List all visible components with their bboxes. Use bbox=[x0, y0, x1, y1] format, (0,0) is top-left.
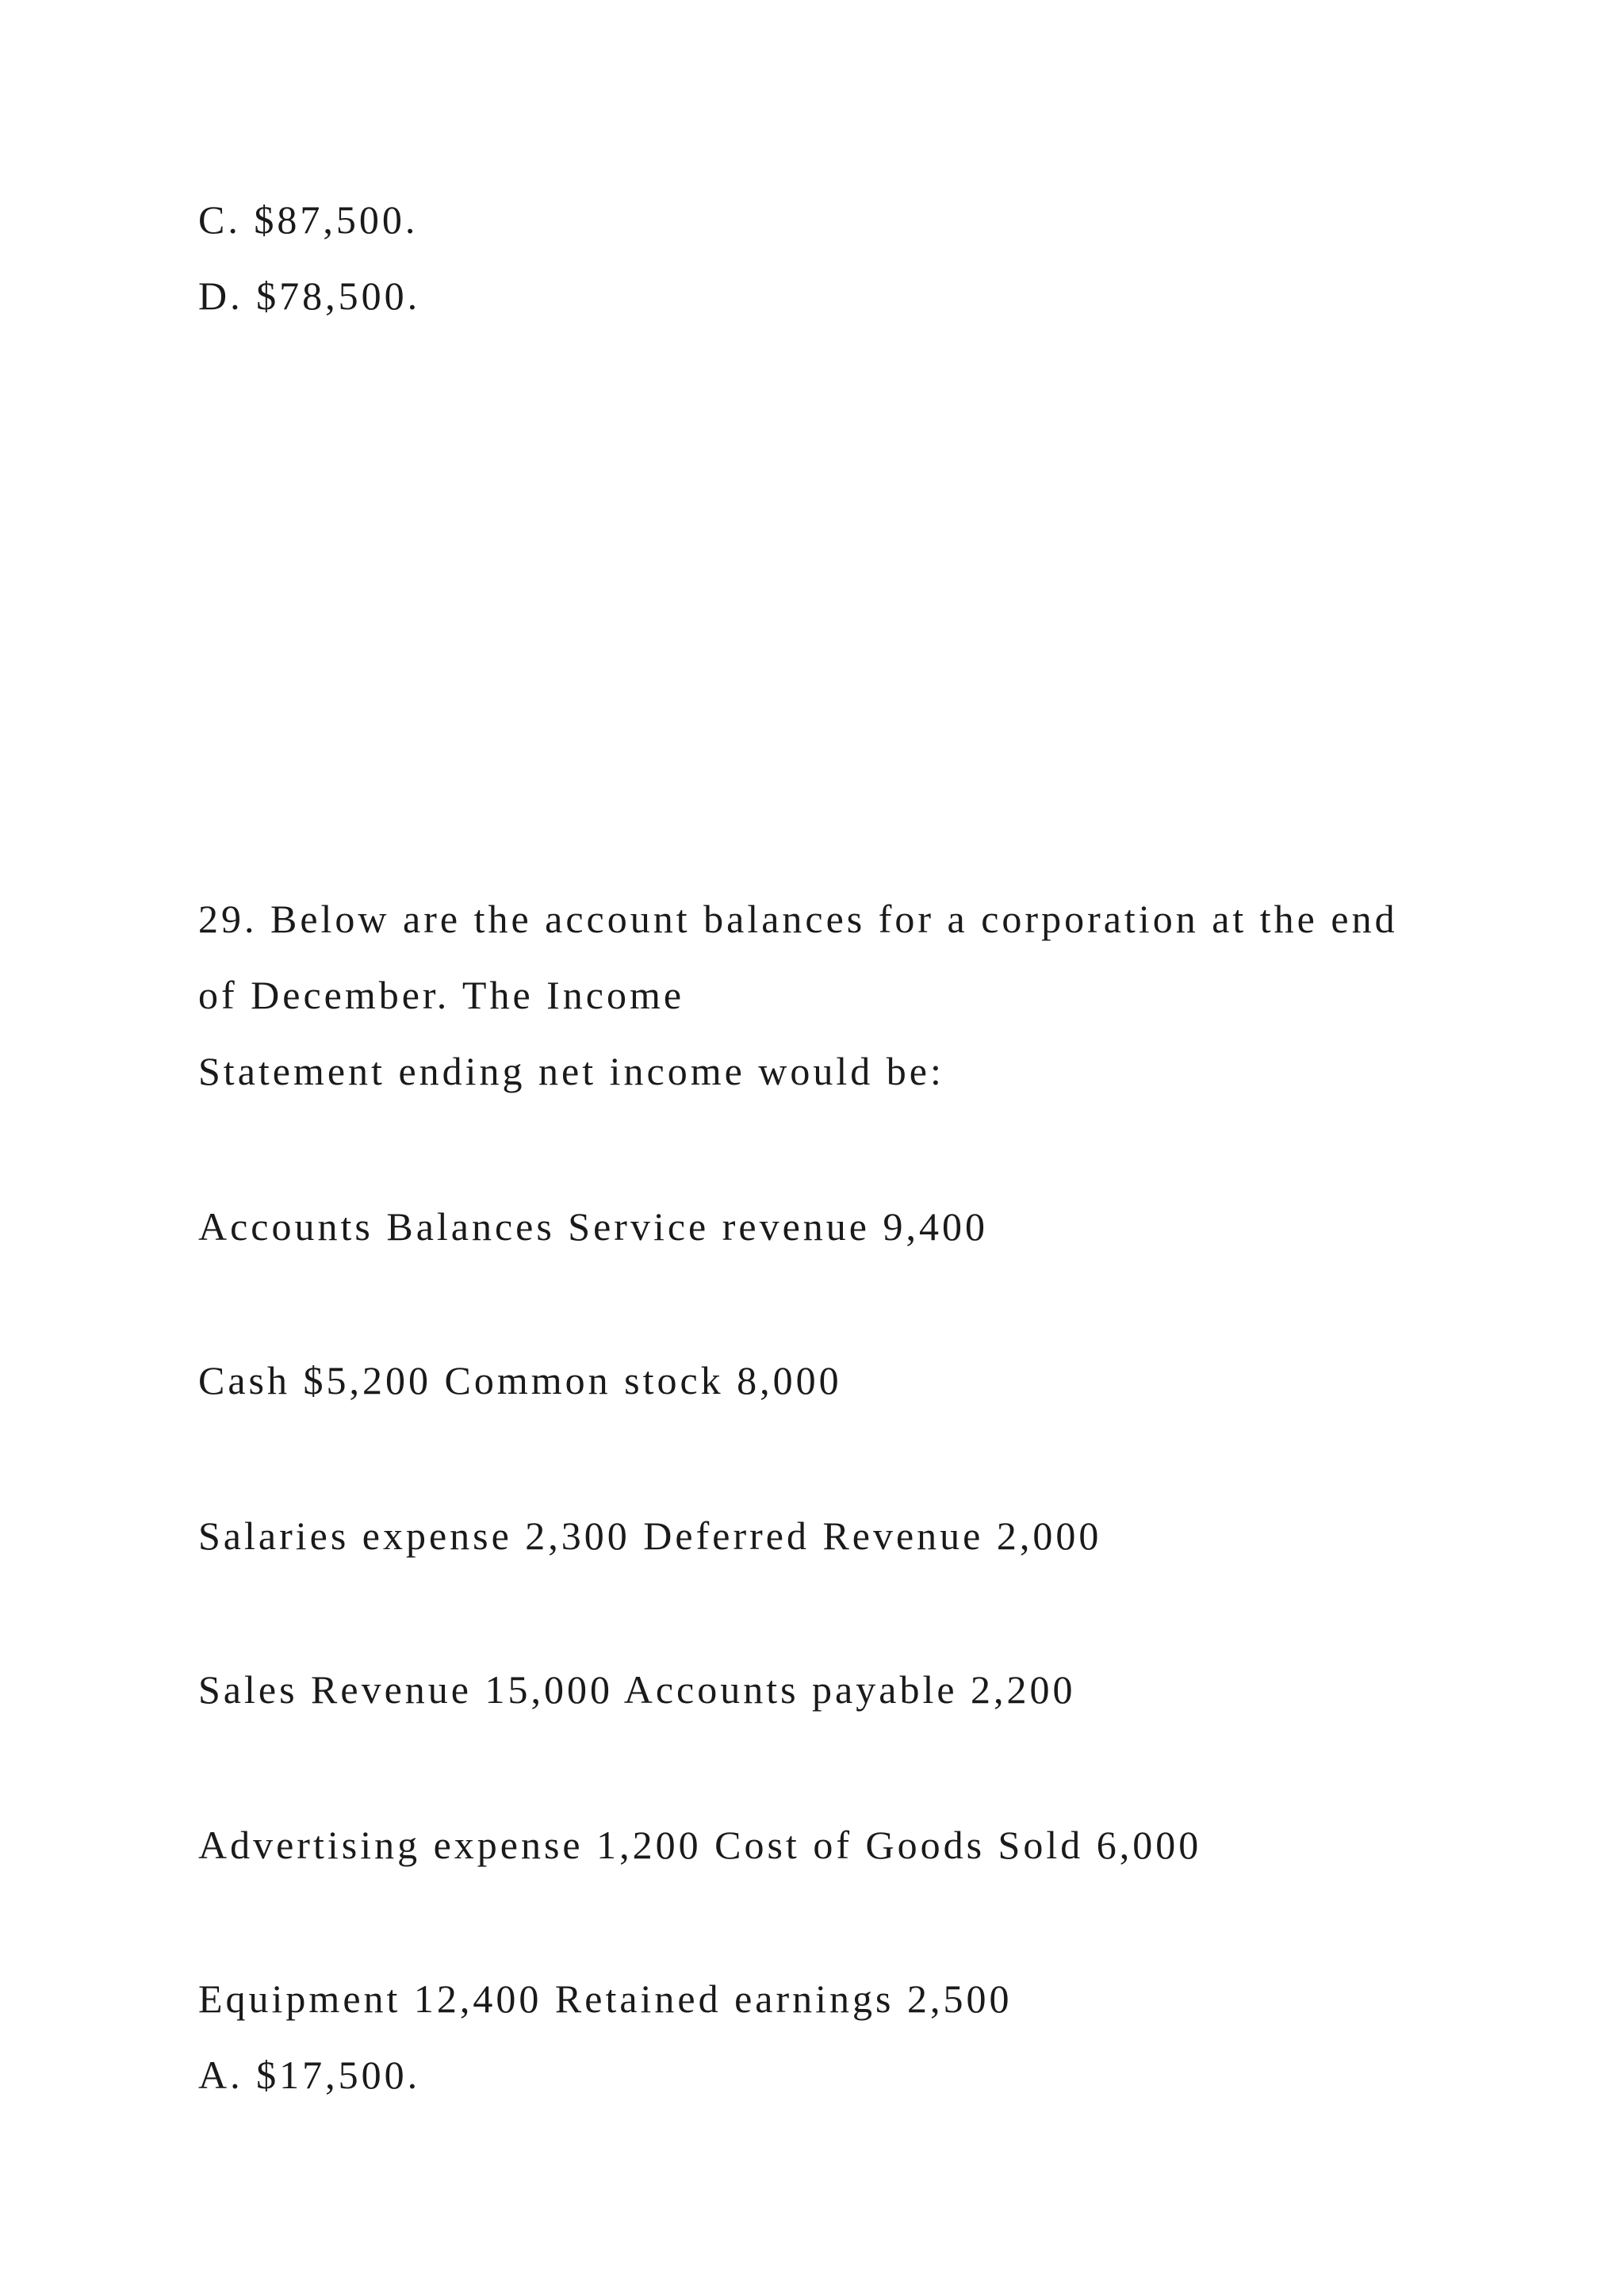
balance-line-5: Advertising expense 1,200 Cost of Goods Sold 6,000 bbox=[198, 1823, 1202, 1867]
prev-option-d: D. $78,500. bbox=[198, 274, 421, 318]
question-stem-line-1: 29. Below are the account balances for a corporation at the end bbox=[198, 897, 1398, 941]
question-stem-line-3: Statement ending net income would be: bbox=[198, 1049, 944, 1093]
question-stem-line-2: of December. The Income bbox=[198, 973, 685, 1017]
balance-line-1: Accounts Balances Service revenue 9,400 bbox=[198, 1204, 988, 1249]
balance-line-2: Cash $5,200 Common stock 8,000 bbox=[198, 1358, 842, 1402]
prev-option-c: C. $87,500. bbox=[198, 197, 419, 242]
balance-line-4: Sales Revenue 15,000 Accounts payable 2,200 bbox=[198, 1667, 1076, 1712]
balance-line-6: Equipment 12,400 Retained earnings 2,500 bbox=[198, 1976, 1013, 2021]
balance-line-3: Salaries expense 2,300 Deferred Revenue 2,000 bbox=[198, 1513, 1102, 1558]
option-a: A. $17,500. bbox=[198, 2053, 421, 2097]
